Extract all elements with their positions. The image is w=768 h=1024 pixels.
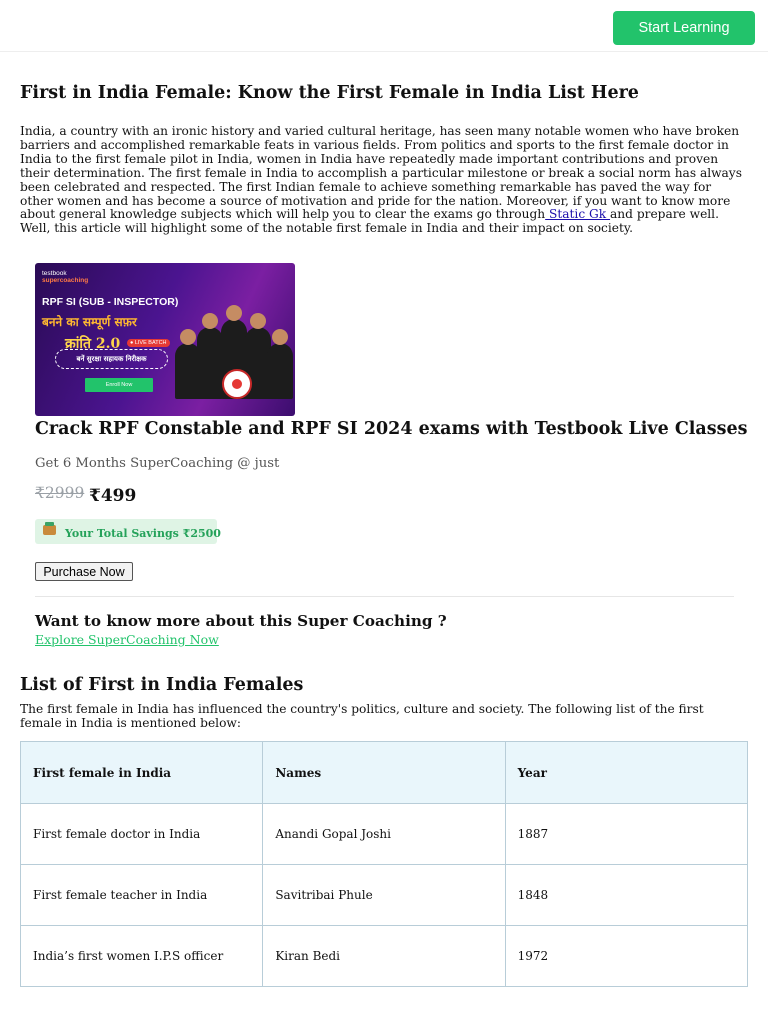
rpf-emblem-icon: [222, 369, 252, 399]
top-bar: [0, 0, 768, 52]
column-header: First female in India: [21, 742, 263, 804]
banner-logo: [42, 270, 88, 284]
savings-text: Your Total Savings ₹2500: [65, 527, 221, 540]
divider: [35, 596, 734, 597]
original-price: ₹2999: [35, 484, 85, 502]
list-intro: The first female in India has influenced the country's politics, culture and society. The following list of the first female in India is mentioned below:: [20, 702, 704, 730]
table-row: [21, 804, 748, 865]
first-females-table: [20, 741, 748, 987]
intro-paragraph: [20, 125, 748, 236]
promo-heading: Crack RPF Constable and RPF SI 2024 exams with Testbook Live Classes: [35, 419, 748, 439]
page-title: First in India Female: Know the First Female in India List Here: [20, 83, 639, 103]
list-section-title: List of First in India Females: [20, 675, 304, 695]
banner-tagline: बनें सुरक्षा सहायक निरीक्षक: [55, 349, 168, 369]
table-cell: 1972: [505, 926, 747, 987]
purchase-now-button[interactable]: Purchase Now: [35, 562, 133, 581]
banner-subheadline: बनने का सम्पूर्ण सफ़र: [42, 315, 137, 329]
table-cell: 1887: [505, 804, 747, 865]
table-cell: 1848: [505, 865, 747, 926]
intro-text: India, a country with an ironic history and varied cultural heritage, has seen many notable women who have broken barriers and accomplished remarkable feats in various fields. From politics and sports to the first female doctor in India to the first female pilot in India, women in India have repeatedly made important contributions and proven their determination. The first female in India to accomplish a particular milestone or break a social norm has always been celebrated and respected. The first Indian female to achieve something remarkable has paved the way for other women and has become a source of motivation and pride for the nation. Moreover, if you want to know more about general knowledge subjects which will help you to clear the exams go through: [20, 124, 742, 222]
table-cell: Kiran Bedi: [263, 926, 505, 987]
table-cell: First female teacher in India: [21, 865, 263, 926]
table-header-row: [21, 742, 748, 804]
explore-supercoaching-link[interactable]: Explore SuperCoaching Now: [35, 632, 219, 647]
column-header: Names: [263, 742, 505, 804]
banner-logo-small: testbook: [42, 270, 67, 277]
table-cell: Anandi Gopal Joshi: [263, 804, 505, 865]
intro-text-end: and prepare well. Well, this article will highlight some of the notable first female in India and their impact on society.: [20, 207, 719, 236]
live-batch-badge: ● LIVE BATCH: [127, 339, 170, 347]
savings-badge: [35, 519, 221, 544]
discounted-price: ₹499: [89, 486, 137, 506]
table-row: [21, 865, 748, 926]
banner-headline: RPF SI (SUB - INSPECTOR): [42, 296, 179, 308]
enroll-now-button[interactable]: Enroll Now: [85, 378, 153, 392]
banner-logo-big: supercoaching: [42, 277, 89, 284]
static-gk-link[interactable]: Static Gk: [545, 207, 611, 222]
table-cell: India’s first women I.P.S officer: [21, 926, 263, 987]
promo-subtext: Get 6 Months SuperCoaching @ just: [35, 456, 280, 471]
table-cell: Savitribai Phule: [263, 865, 505, 926]
banner-batch-name: क्रांति 2.0: [65, 336, 121, 352]
promo-banner[interactable]: [35, 263, 295, 416]
wallet-icon: [43, 525, 56, 535]
start-learning-button[interactable]: Start Learning: [613, 11, 755, 45]
column-header: Year: [505, 742, 747, 804]
table-cell: First female doctor in India: [21, 804, 263, 865]
supercoaching-heading: Want to know more about this Super Coaching ?: [35, 612, 447, 630]
table-row: [21, 926, 748, 987]
